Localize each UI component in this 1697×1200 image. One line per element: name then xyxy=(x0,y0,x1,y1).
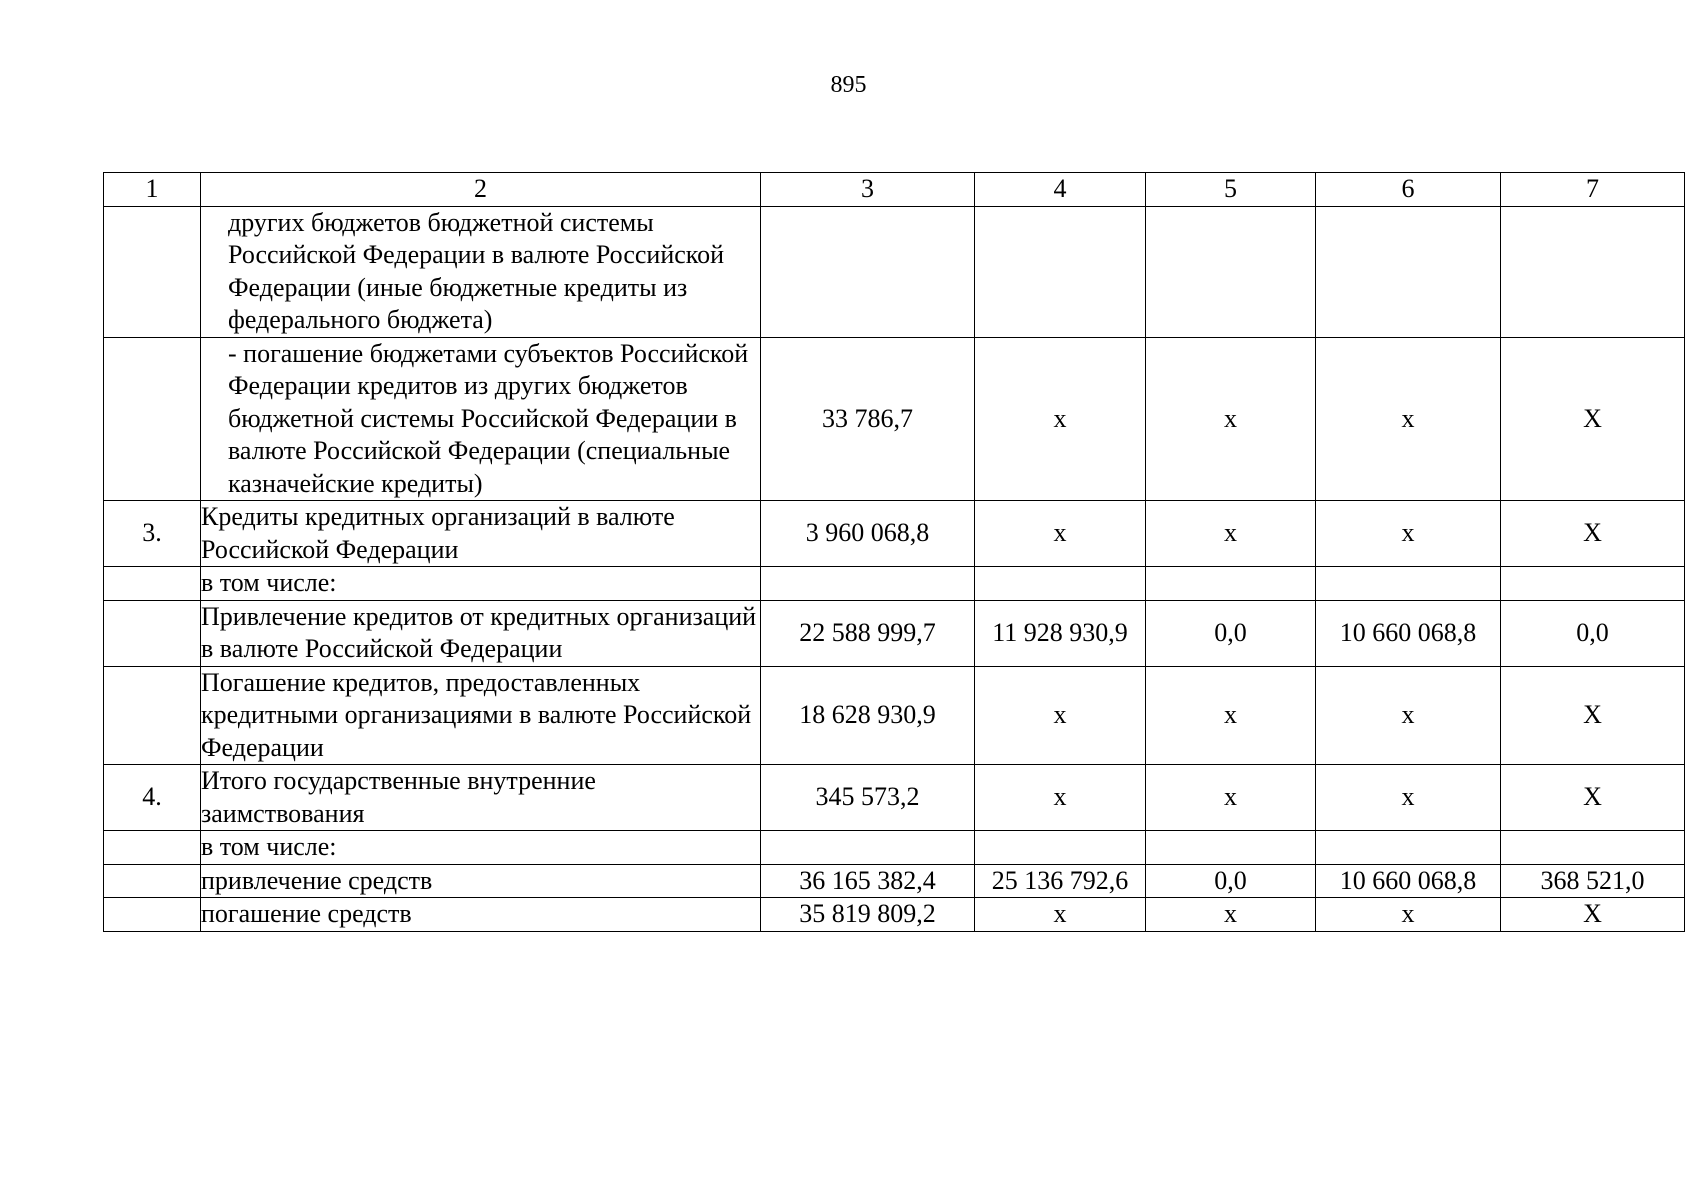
value-cell-col-5: х xyxy=(1146,501,1316,567)
value-cell-col-7: 368 521,0 xyxy=(1501,864,1685,898)
value-cell-col-4 xyxy=(975,206,1146,337)
row-description: Итого государственные внутренние заимствования xyxy=(201,765,761,831)
table-row xyxy=(104,898,1685,932)
column-number: 3 xyxy=(761,173,975,207)
row-description: Погашение кредитов, предоставленных кредитными организациями в валюте Российской Федерации xyxy=(201,666,761,765)
table-row xyxy=(104,501,1685,567)
value-cell-col-4: х xyxy=(975,337,1146,501)
column-number: 1 xyxy=(104,173,201,207)
row-number xyxy=(104,864,201,898)
value-cell-col-7: Х xyxy=(1501,765,1685,831)
row-description: в том числе: xyxy=(201,831,761,865)
value-cell-col-5: х xyxy=(1146,898,1316,932)
value-cell-col-4: 25 136 792,6 xyxy=(975,864,1146,898)
column-number: 4 xyxy=(975,173,1146,207)
page-number: 895 xyxy=(830,72,867,98)
value-cell-col-4: х xyxy=(975,898,1146,932)
table-row xyxy=(104,864,1685,898)
row-number xyxy=(104,567,201,601)
value-cell-col-3: 345 573,2 xyxy=(761,765,975,831)
value-cell-col-4 xyxy=(975,831,1146,865)
value-cell-col-3 xyxy=(761,206,975,337)
value-cell-col-7 xyxy=(1501,206,1685,337)
value-cell-col-6: 10 660 068,8 xyxy=(1316,600,1501,666)
value-cell-col-3: 3 960 068,8 xyxy=(761,501,975,567)
row-description: в том числе: xyxy=(201,567,761,601)
column-number: 5 xyxy=(1146,173,1316,207)
value-cell-col-6: 10 660 068,8 xyxy=(1316,864,1501,898)
value-cell-col-5 xyxy=(1146,831,1316,865)
value-cell-col-3: 35 819 809,2 xyxy=(761,898,975,932)
row-number xyxy=(104,898,201,932)
row-description: других бюджетов бюджетной системы Российской Федерации в валюте Российской Федерации (иные бюджетные кредиты из федерального бюджета) xyxy=(201,206,761,337)
value-cell-col-3: 33 786,7 xyxy=(761,337,975,501)
row-number: 3. xyxy=(104,501,201,567)
row-number: 4. xyxy=(104,765,201,831)
value-cell-col-4: х xyxy=(975,666,1146,765)
value-cell-col-6 xyxy=(1316,206,1501,337)
value-cell-col-7: Х xyxy=(1501,337,1685,501)
value-cell-col-7: Х xyxy=(1501,501,1685,567)
column-number: 2 xyxy=(201,173,761,207)
table-row xyxy=(104,567,1685,601)
value-cell-col-6: х xyxy=(1316,898,1501,932)
table-row xyxy=(104,600,1685,666)
value-cell-col-7: 0,0 xyxy=(1501,600,1685,666)
value-cell-col-5: 0,0 xyxy=(1146,864,1316,898)
value-cell-col-7 xyxy=(1501,831,1685,865)
value-cell-col-7: Х xyxy=(1501,898,1685,932)
row-number xyxy=(104,337,201,501)
value-cell-col-4: 11 928 930,9 xyxy=(975,600,1146,666)
value-cell-col-3: 18 628 930,9 xyxy=(761,666,975,765)
value-cell-col-6: х xyxy=(1316,666,1501,765)
value-cell-col-6: х xyxy=(1316,337,1501,501)
row-description: погашение средств xyxy=(201,898,761,932)
value-cell-col-5: х xyxy=(1146,666,1316,765)
table-row xyxy=(104,337,1685,501)
borrowing-table xyxy=(103,172,1685,932)
table-row xyxy=(104,831,1685,865)
column-number: 7 xyxy=(1501,173,1685,207)
table-row xyxy=(104,206,1685,337)
value-cell-col-6 xyxy=(1316,831,1501,865)
value-cell-col-4 xyxy=(975,567,1146,601)
value-cell-col-4: х xyxy=(975,765,1146,831)
value-cell-col-3: 22 588 999,7 xyxy=(761,600,975,666)
value-cell-col-5: х xyxy=(1146,337,1316,501)
value-cell-col-6: х xyxy=(1316,501,1501,567)
table-row xyxy=(104,765,1685,831)
value-cell-col-5: 0,0 xyxy=(1146,600,1316,666)
row-number xyxy=(104,206,201,337)
value-cell-col-5 xyxy=(1146,567,1316,601)
value-cell-col-3: 36 165 382,4 xyxy=(761,864,975,898)
column-number-row xyxy=(104,173,1685,207)
row-number xyxy=(104,600,201,666)
value-cell-col-5 xyxy=(1146,206,1316,337)
row-description: привлечение средств xyxy=(201,864,761,898)
value-cell-col-7 xyxy=(1501,567,1685,601)
value-cell-col-6 xyxy=(1316,567,1501,601)
value-cell-col-3 xyxy=(761,831,975,865)
value-cell-col-7: Х xyxy=(1501,666,1685,765)
row-number xyxy=(104,831,201,865)
value-cell-col-3 xyxy=(761,567,975,601)
row-description: Привлечение кредитов от кредитных организаций в валюте Российской Федерации xyxy=(201,600,761,666)
value-cell-col-5: х xyxy=(1146,765,1316,831)
value-cell-col-6: х xyxy=(1316,765,1501,831)
row-number xyxy=(104,666,201,765)
row-description: - погашение бюджетами субъектов Российской Федерации кредитов из других бюджетов бюджетной системы Российской Федерации в валюте Российской Федерации (специальные казначейские кредиты) xyxy=(201,337,761,501)
row-description: Кредиты кредитных организаций в валюте Российской Федерации xyxy=(201,501,761,567)
column-number: 6 xyxy=(1316,173,1501,207)
table-row xyxy=(104,666,1685,765)
value-cell-col-4: х xyxy=(975,501,1146,567)
